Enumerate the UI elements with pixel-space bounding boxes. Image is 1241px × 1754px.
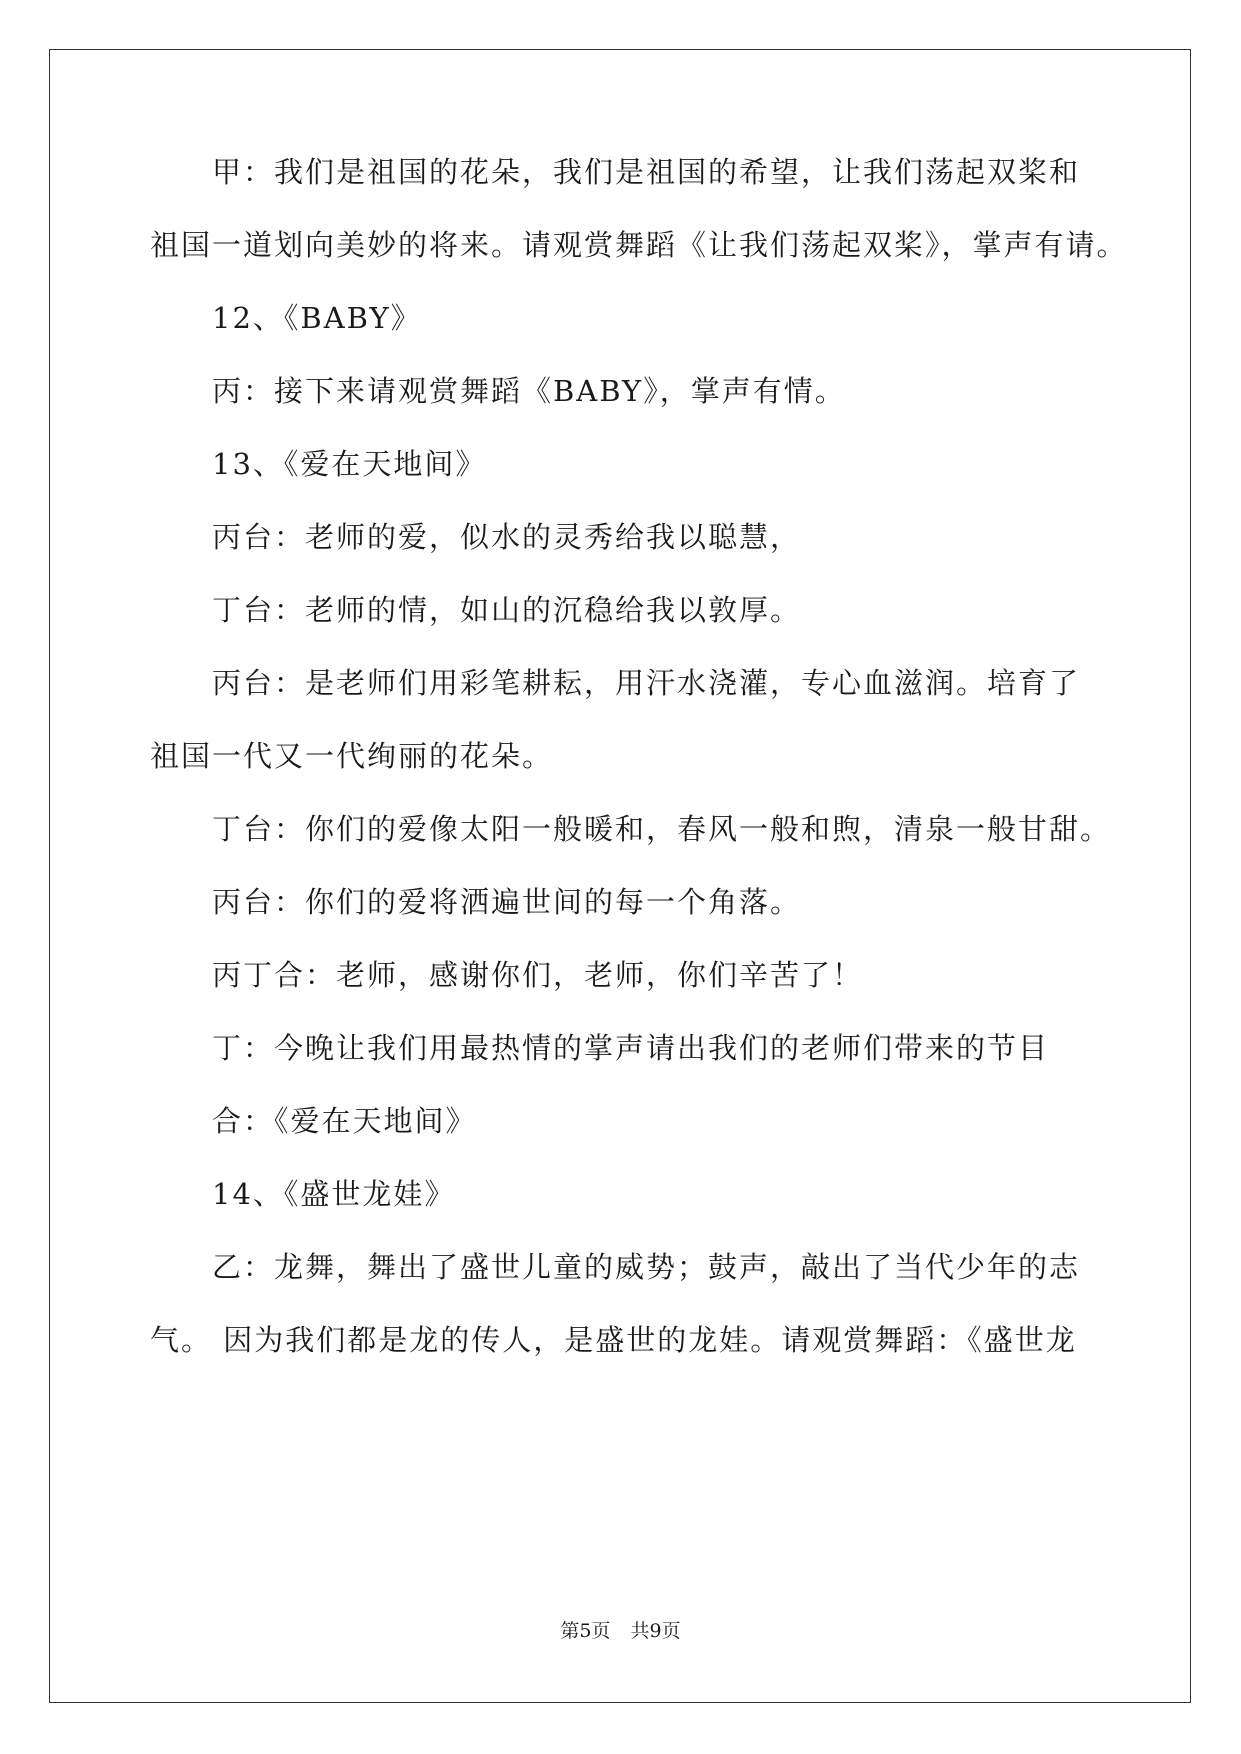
paragraph-line: 丁台：老师的情，如山的沉稳给我以敦厚。 [212,593,802,627]
paragraph-line: 丙台：老师的爱，似水的灵秀给我以聪慧， [212,520,802,554]
paragraph-line: 合：《爱在天地间》 [212,1104,477,1138]
paragraph-line: 丙：接下来请观赏舞蹈《BABY》，掌声有情。 [212,374,846,408]
paragraph-line: 甲：我们是祖国的花朵，我们是祖国的希望，让我们荡起双桨和 [212,155,1081,189]
page-footer [0,1616,1241,1643]
total-pages-label: 共9页 [630,1620,681,1642]
paragraph-line: 丙台：是老师们用彩笔耕耘，用汗水浇灌，专心血滋润。培育了 [212,666,1081,700]
section-heading: 14、《盛世龙娃》 [212,1177,456,1211]
section-heading: 12、《BABY》 [212,301,422,335]
paragraph-line: 丁台：你们的爱像太阳一般暖和，春风一般和煦，清泉一般甘甜。 [212,812,1112,846]
paragraph-line: 祖国一道划向美妙的将来。请观赏舞蹈《让我们荡起双桨》，掌声有请。 [150,228,1128,262]
paragraph-line: 丁：今晚让我们用最热情的掌声请出我们的老师们带来的节目 [212,1031,1050,1065]
section-heading: 13、《爱在天地间》 [212,447,487,481]
paragraph-line: 乙：龙舞，舞出了盛世儿童的威势；鼓声，敲出了当代少年的志 [212,1250,1081,1284]
paragraph-line: 丙台：你们的爱将洒遍世间的每一个角落。 [212,885,802,919]
current-page-label: 第5页 [560,1620,611,1642]
paragraph-line: 祖国一代又一代绚丽的花朵。 [150,739,554,773]
paragraph-line: 丙丁合：老师，感谢你们，老师，你们辛苦了！ [212,958,864,992]
paragraph-line: 气。 因为我们都是龙的传人，是盛世的龙娃。请观赏舞蹈：《盛世龙 [150,1323,1077,1357]
